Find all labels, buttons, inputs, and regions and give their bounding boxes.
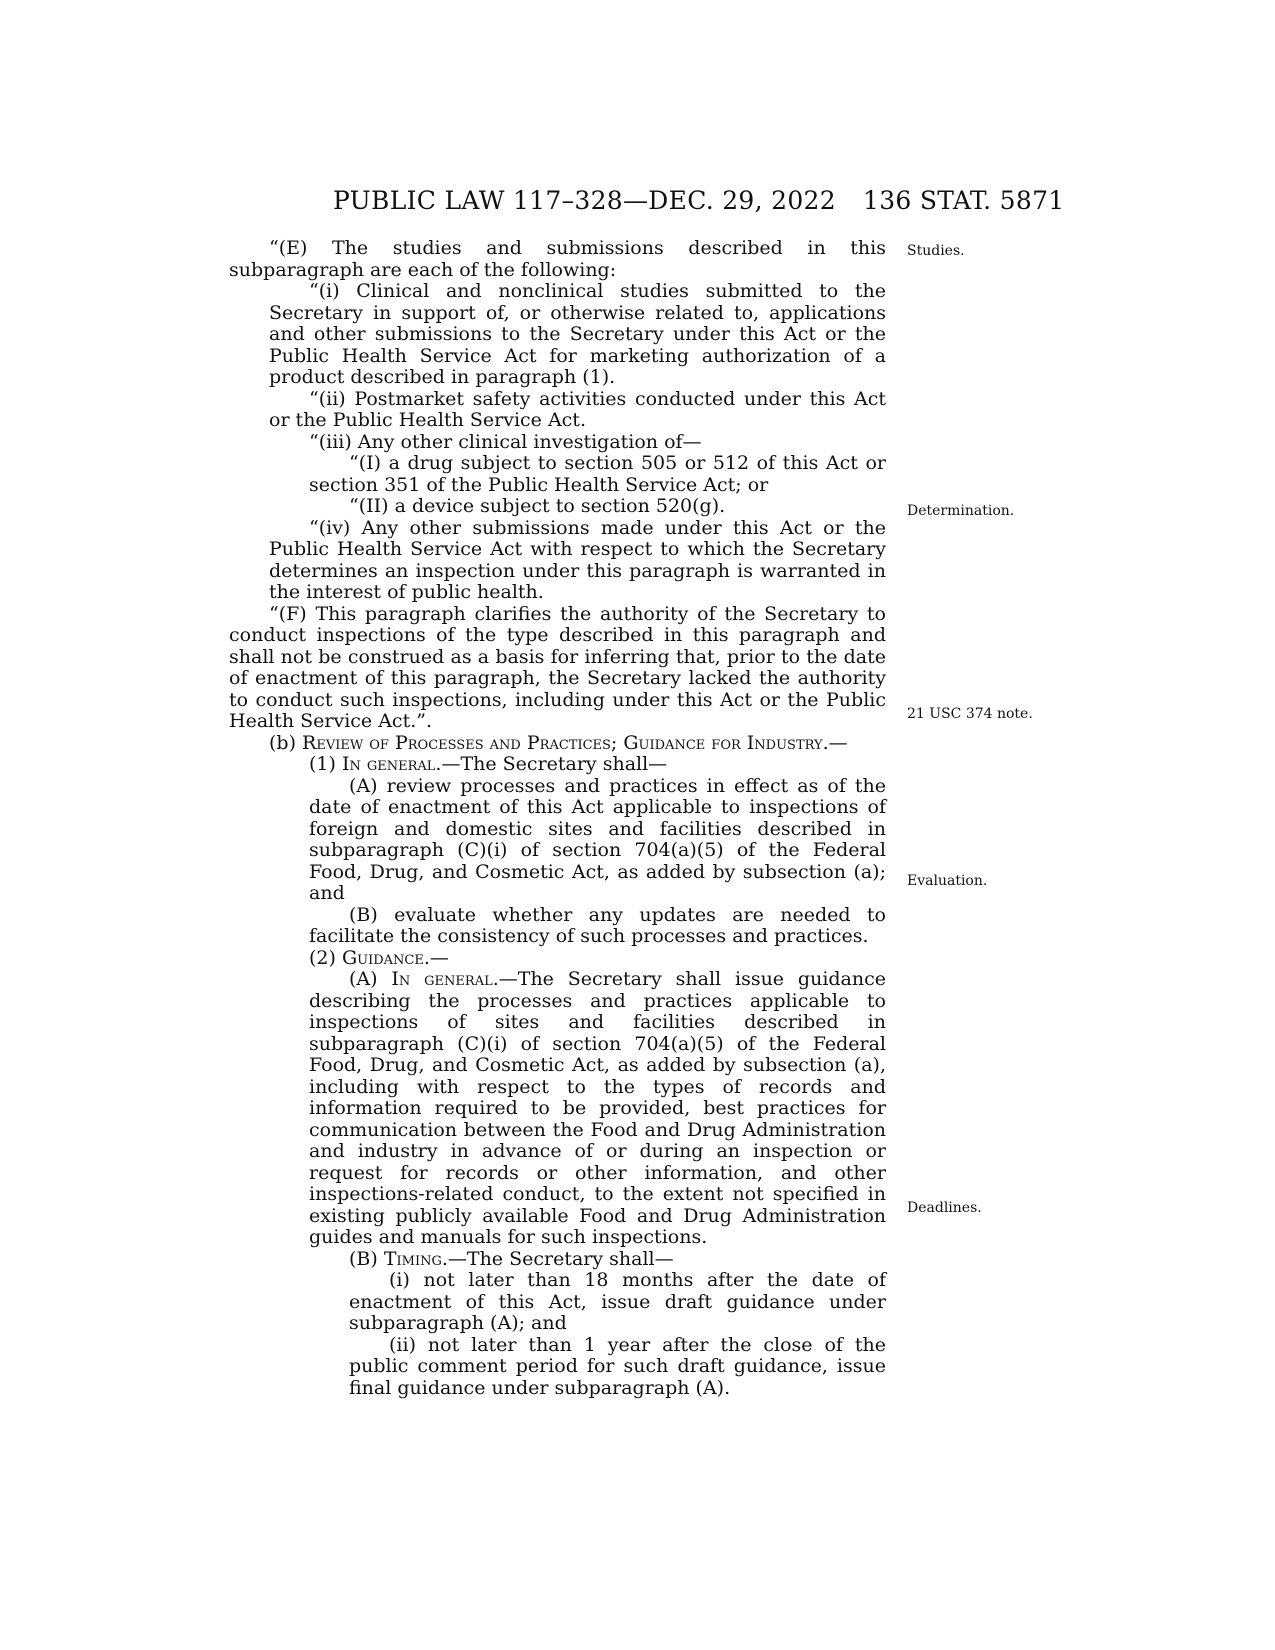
paragraph-b2-heading: Guidance. xyxy=(341,946,430,969)
paragraph-b2-A xyxy=(229,969,886,1249)
margin-note-deadlines: Deadlines. xyxy=(907,1200,982,1216)
paragraph-b1-text: —The Secretary shall— xyxy=(441,753,668,775)
paragraph-e-ii: “(ii) Postmarket safety activities conducted under this Act or the Public Health Service Act. xyxy=(269,387,886,431)
paragraph-b1 xyxy=(229,754,886,776)
paragraph-b1-A: (A) review processes and practices in effect as of the date of enactment of this Act applicable to inspections of foreign and domestic sites and facilities described in subparagraph (C)(i) of section 704(a)(5) of the Federal Food, Drug, and Cosmetic Act, as added by subsection (a); and xyxy=(309,774,886,904)
paragraph-b2-A-heading: In general. xyxy=(391,968,499,990)
paragraph-e-iii: “(iii) Any other clinical investigation of— xyxy=(309,430,702,453)
paragraph-b1-heading: In general. xyxy=(341,753,442,775)
paragraph-b2 xyxy=(229,948,886,970)
paragraph-b2-B-heading: Timing. xyxy=(383,1247,448,1270)
subsection-b xyxy=(229,733,886,755)
subsection-b-lead: (b) xyxy=(269,731,303,754)
paragraph-b2-B-text: —The Secretary shall— xyxy=(447,1247,674,1270)
paragraph-e-iv: “(iv) Any other submissions made under this Act or the Public Health Service Act with respect to which the Secretary determines an inspection under this paragraph is warranted in the interest of public health. xyxy=(269,516,886,603)
page-header-title: PUBLIC LAW 117–328—DEC. 29, 2022 xyxy=(333,186,836,215)
paragraph-b2-A-lead: (A) xyxy=(349,968,392,990)
paragraph-b1-B: (B) evaluate whether any updates are needed to facilitate the consistency of such processes and practices. xyxy=(309,903,886,947)
paragraph-f: “(F) This paragraph clarifies the authority of the Secretary to conduct inspections of the type described in this paragraph and shall not be construed as a basis for inferring that, prior to the date of enactment of this paragraph, the Secretary lacked the authority to conduct such inspections, including under this Act or the Public Health Service Act.”. xyxy=(229,602,886,732)
paragraph-e-iii-I: “(I) a drug subject to section 505 or 512 of this Act or section 351 of the Public Health Service Act; or xyxy=(309,452,886,496)
margin-note-usc: 21 USC 374 note. xyxy=(907,706,1033,722)
margin-note-studies: Studies. xyxy=(907,243,965,259)
subsection-b-heading: Review of Processes and Practices; Guidance for Industry.— xyxy=(302,731,848,754)
paragraph-b2-B-lead: (B) xyxy=(349,1247,384,1270)
paragraph-b2-B-i: (i) not later than 18 months after the date of enactment of this Act, issue draft guidance under subparagraph (A); and xyxy=(349,1269,886,1334)
paragraph-b2-B xyxy=(229,1249,886,1271)
paragraph-b2-B-ii: (ii) not later than 1 year after the close of the public comment period for such draft guidance, issue final guidance under subparagraph (A). xyxy=(349,1333,886,1399)
margin-note-evaluation: Evaluation. xyxy=(907,873,988,889)
paragraph-b2-dash: — xyxy=(429,946,449,969)
paragraph-b2-lead: (2) xyxy=(309,946,342,969)
paragraph-b1-lead: (1) xyxy=(309,753,342,775)
document-body xyxy=(229,238,886,1399)
paragraph-b2-A-text: —The Secretary shall issue guidance describing the processes and practices applicable to inspections of sites and facilities described in subparagraph (C)(i) of section 704(a)(5) of the Federal Food, Drug, and Cosmetic Act, as added by subsection (a), including with respect to the types of records and information required to be provided, best practices for communication between the Food and Drug Administration and industry in advance of or during an inspection or request for records or other information, and other inspections-related conduct, to the extent not specified in existing publicly available Food and Drug Administration guides and manuals for such inspections. xyxy=(309,968,887,1248)
paragraph-e: “(E) The studies and submissions described in this subparagraph are each of the following: xyxy=(229,237,886,281)
page-header-stat: 136 STAT. 5871 xyxy=(863,186,1065,215)
margin-note-determination: Determination. xyxy=(907,503,1015,519)
paragraph-e-iii-II: “(II) a device subject to section 520(g). xyxy=(349,495,726,517)
paragraph-e-i: “(i) Clinical and nonclinical studies submitted to the Secretary in support of, or otherwise related to, applications and other submissions to the Secretary under this Act or the Public Health Service Act for marketing authorization of a product described in paragraph (1). xyxy=(269,280,886,388)
